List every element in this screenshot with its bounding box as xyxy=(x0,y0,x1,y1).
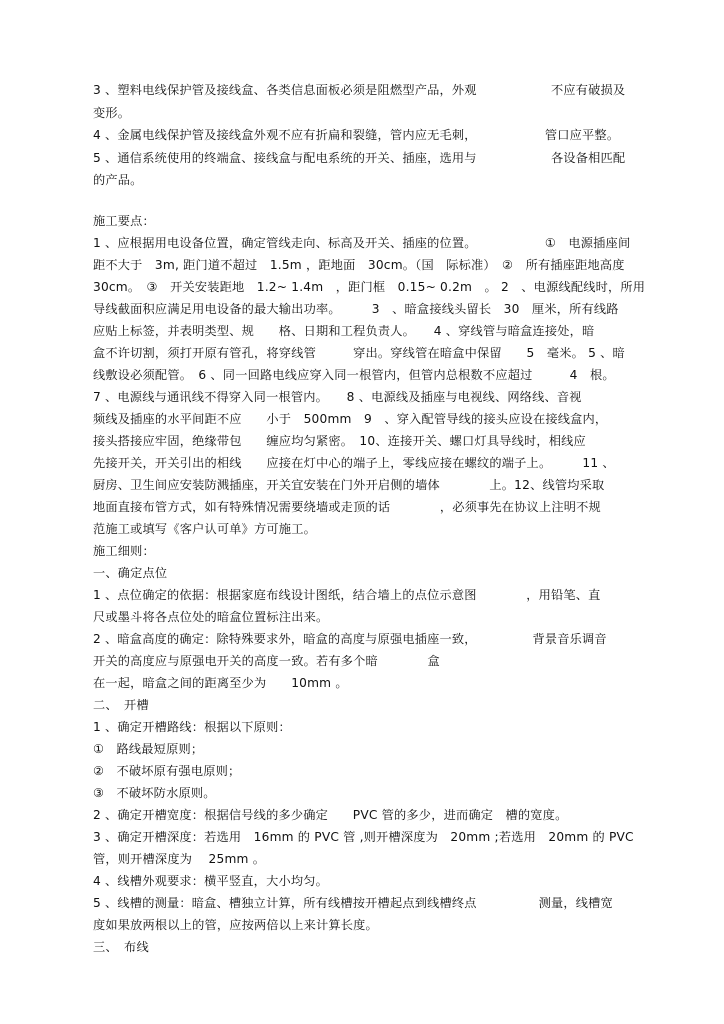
text-line: 1 、点位确定的依据：根据家庭布线设计图纸，结合墙上的点位示意图 ，用铅笔、直 xyxy=(93,588,601,602)
text-line: ② 不破坏原有强电原则； xyxy=(93,764,241,778)
text-line: 3 、塑料电线保护管及接线盒、各类信息面板必须是阻燃型产品，外观 不应有破损及 xyxy=(93,83,626,97)
text-line: 5 、通信系统使用的终端盒、接线盒与配电系统的开关、插座，选用与 各设备相匹配 xyxy=(93,151,626,165)
text-line: 频线及插座的水平间距不应 小于 500mm 9 、穿入配管导线的接头应设在接线盒内， xyxy=(93,412,608,426)
text-line: 开关的高度应与原强电开关的高度一致。若有多个暗 盒 xyxy=(93,654,440,668)
text-line: 线敷设必须配管。 6 、同一回路电线应穿入同一根管内，但管内总根数不应超过 4 根。 xyxy=(93,368,615,382)
text-line: 1 、应根据用电设备位置，确定管线走向、标高及开关、插座的位置。 ① 电源插座间 xyxy=(93,236,631,250)
text-line: 30cm。 ③ 开关安装距地 1.2~ 1.4m ，距门框 0.15~ 0.2m 。 2 、电源线配线时，所用 xyxy=(93,280,646,294)
text-line: 5 、线槽的测量：暗盒、槽独立计算，所有线槽按开槽起点到线槽终点 测量，线槽宽 xyxy=(93,896,613,910)
text-line: 4 、线槽外观要求：横平竖直，大小均匀。 xyxy=(93,874,329,888)
text-line: 变形。 xyxy=(93,106,131,120)
text-line: 盒不许切割，须打开原有管孔，将穿线管 穿出。穿线管在暗盒中保留 5 毫米。 5 、暗 xyxy=(93,346,625,360)
text-line: ③ 不破坏防水原则。 xyxy=(93,786,216,800)
text-line: 导线截面积应满足用电设备的最大输出功率。 3 、暗盒接线头留长 30 厘米，所有线路 xyxy=(93,302,619,316)
section-heading: 施工要点： xyxy=(93,214,155,228)
text-line: 的产品。 xyxy=(93,173,143,187)
text-line: 应贴上标签，并表明类型、规 格、日期和工程负责人。 4 、穿线管与暗盒连接处，暗 xyxy=(93,324,595,338)
text-line: 管，则开槽深度为 25mm 。 xyxy=(93,852,266,866)
text-line: 2 、确定开槽宽度：根据信号线的多少确定 PVC 管的多少，进而确定 槽的宽度。 xyxy=(93,808,568,822)
text-line: 4 、金属电线保护管及接线盒外观不应有折扁和裂缝，管内应无毛刺， 管口应平整。 xyxy=(93,128,620,142)
subsection-heading: 一、确定点位 xyxy=(93,566,168,580)
text-line: 接头搭接应牢固，绝缘带包 缠应均匀紧密。 10、连接开关、螺口灯具导线时，相线应 xyxy=(93,434,586,448)
text-line: 尺或墨斗将各点位处的暗盒位置标注出来。 xyxy=(93,610,329,624)
text-line: ① 路线最短原则； xyxy=(93,742,204,756)
text-line: 范施工或填写《客户认可单》方可施工。 xyxy=(93,522,316,536)
text-line: 厨房、卫生间应安装防溅插座，开关宜安装在门外开启侧的墙体 上。12、线管均采取 xyxy=(93,478,605,492)
text-line: 2 、暗盒高度的确定：除特殊要求外，暗盒的高度与原强电插座一致， 背景音乐调音 xyxy=(93,632,607,646)
text-line: 在一起，暗盒之间的距离至少为 10mm 。 xyxy=(93,676,348,690)
text-line: 3 、确定开槽深度：若选用 16mm 的 PVC 管 ,则开槽深度为 20mm ;若选用 20mm 的 PVC xyxy=(93,830,634,844)
text-line: 度如果放两根以上的管，应按两倍以上来计算长度。 xyxy=(93,918,378,932)
text-line: 地面直接布管方式，如有特殊情况需要绕墙或走顶的话 ，必须事先在协议上注明不规 xyxy=(93,500,601,514)
text-line: 7 、电源线与通讯线不得穿入同一根管内。 8 、电源线及插座与电视线、网络线、音视 xyxy=(93,390,582,404)
subsection-heading: 二、 开槽 xyxy=(93,698,149,712)
text-line: 先接开关，开关引出的相线 应接在灯中心的端子上，零线应接在螺纹的端子上。 11 、 xyxy=(93,456,615,470)
section-heading: 施工细则： xyxy=(93,544,155,558)
text-line: 1 、确定开槽路线：根据以下原则： xyxy=(93,720,291,734)
text-line: 距不大于 3m, 距门道不超过 1.5m ，距地面 30cm。（国 际标准） ② 所有插座距地高度 xyxy=(93,258,625,272)
subsection-heading: 三、 布线 xyxy=(93,940,149,954)
